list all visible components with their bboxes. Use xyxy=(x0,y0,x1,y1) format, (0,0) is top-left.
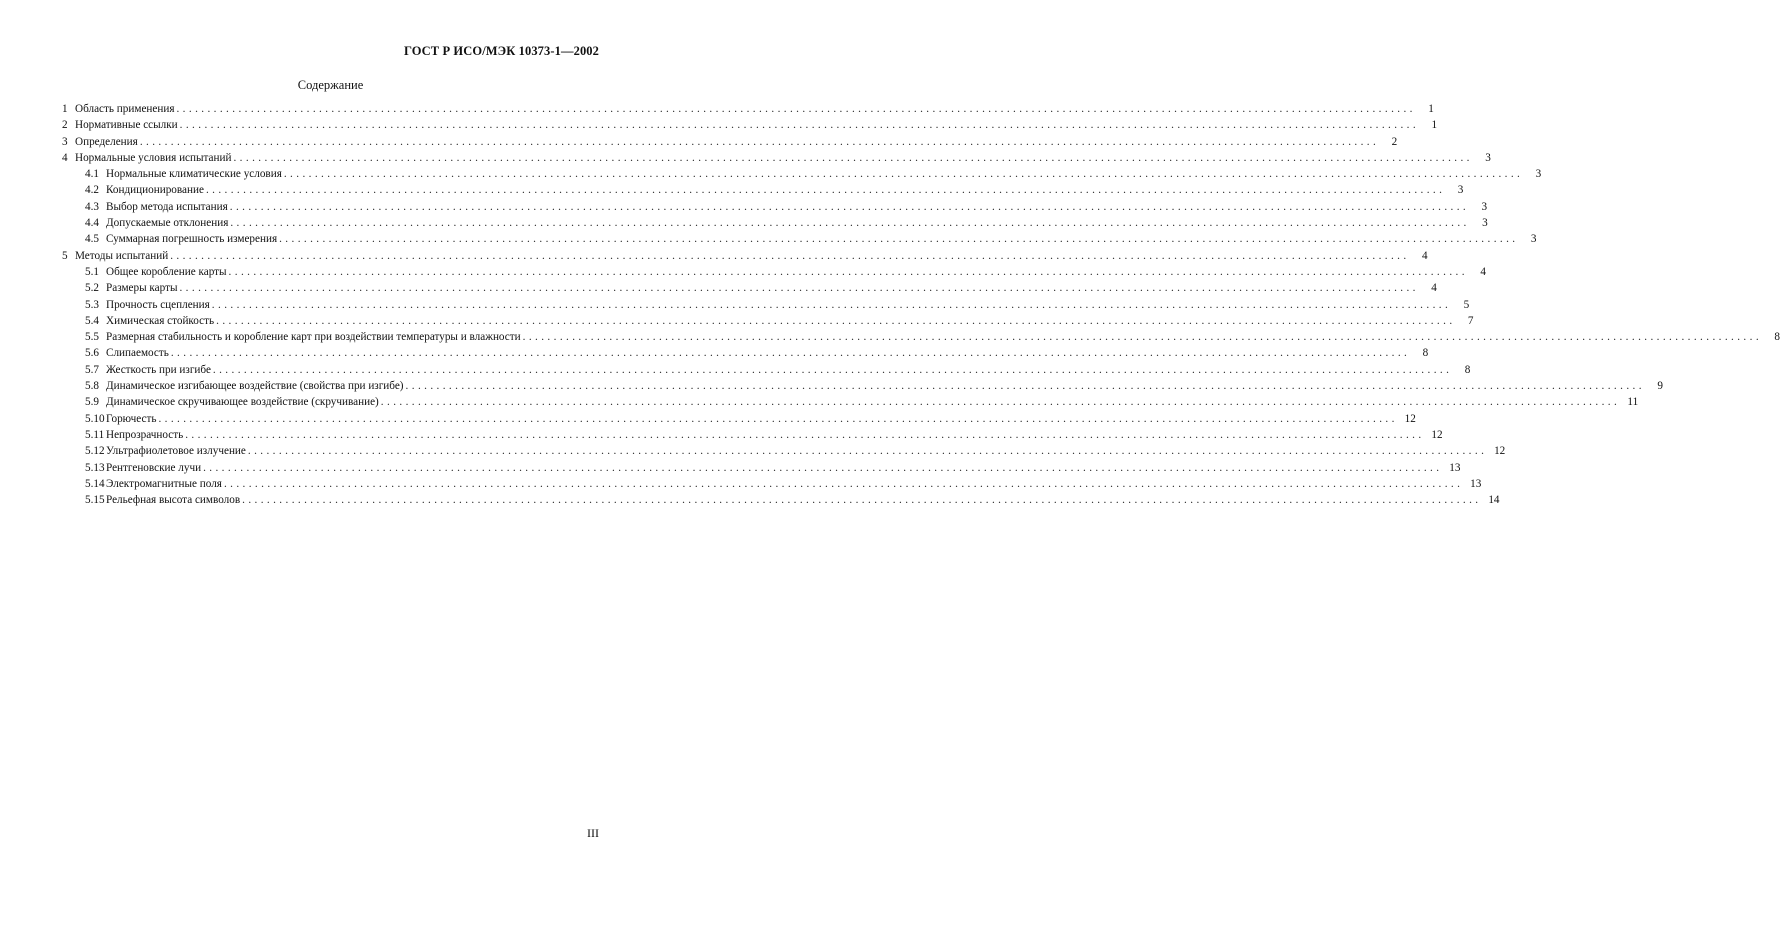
toc-entry-page: 1 xyxy=(1431,119,1438,132)
toc-entry-number: 4.3 xyxy=(85,200,99,213)
toc-entry-page: 4 xyxy=(1421,249,1428,262)
toc-entry-number: 4.4 xyxy=(85,217,99,230)
toc-entry-label: Нормальные климатические условия xyxy=(106,168,282,181)
toc-entry-number: 5.7 xyxy=(85,363,99,376)
toc-entry-page: 9 xyxy=(1657,380,1663,393)
toc-entry-page: 8 xyxy=(1774,331,1780,344)
page-number: III xyxy=(587,826,599,840)
toc-entry-number: 5.3 xyxy=(85,298,99,311)
toc-entry-number: 5.4 xyxy=(85,314,99,327)
toc-entry-page: 3 xyxy=(1481,200,1488,213)
toc-entry-label: Жесткость при изгибе xyxy=(106,363,211,376)
toc-entry-page: 1 xyxy=(1428,103,1434,115)
toc-entry-label: Горючесть xyxy=(106,412,157,425)
toc-entry-page: 3 xyxy=(1482,217,1488,230)
toc-entry-label: Слипаемость xyxy=(106,347,169,360)
toc-dot-leader: ........................................................................................................................................................................................................ xyxy=(212,363,1453,376)
toc-entry-label: Методы испытаний xyxy=(75,249,169,262)
toc-entry-label: Общее коробление карты xyxy=(106,265,227,278)
toc-entry[interactable] xyxy=(62,166,1542,182)
toc-dot-leader: ........................................................................................................................................................................................................ xyxy=(228,265,1468,278)
toc-entry[interactable] xyxy=(62,378,1663,394)
toc-dot-leader: ........................................................................................................................................................................................................ xyxy=(380,396,1621,409)
toc-entry[interactable] xyxy=(62,492,1500,508)
toc-entry-label: Размеры карты xyxy=(106,282,178,295)
toc-entry-label: Рельефная высота символов xyxy=(106,494,241,507)
toc-entry-label: Определения xyxy=(75,135,138,148)
toc-entry-number: 3 xyxy=(62,135,68,148)
toc-dot-leader: ........................................................................................................................................................................................................ xyxy=(233,151,1473,164)
toc-entry-number: 5.1 xyxy=(85,265,99,278)
toc-entry-label: Прочность сцепления xyxy=(106,298,210,311)
toc-entry-label: Суммарная погрешность измерения xyxy=(106,233,278,246)
toc-dot-leader: ........................................................................................................................................................................................................ xyxy=(158,412,1398,425)
toc-entry-page: 12 xyxy=(1404,412,1416,425)
toc-entry-number: 5.5 xyxy=(85,331,99,344)
toc-entry-page: 11 xyxy=(1627,396,1639,409)
toc-entry[interactable] xyxy=(62,231,1537,247)
toc-entry-page: 8 xyxy=(1464,363,1471,376)
toc-entry-number: 5.15 xyxy=(85,494,105,507)
toc-entry-number: 4.1 xyxy=(85,168,99,181)
toc-dot-leader: ........................................................................................................................................................................................................ xyxy=(176,103,1416,115)
toc-entry-number: 4.5 xyxy=(85,233,99,246)
toc-dot-leader: ........................................................................................................................................................................................................ xyxy=(223,477,1464,490)
toc-entry[interactable] xyxy=(62,313,1474,329)
toc-dot-leader: ........................................................................................................................................................................................................ xyxy=(139,135,1380,148)
toc-dot-leader: ........................................................................................................................................................................................................ xyxy=(247,445,1488,458)
toc-dot-leader: ........................................................................................................................................................................................................ xyxy=(179,119,1420,132)
toc-dot-leader: ........................................................................................................................................................................................................ xyxy=(229,200,1470,213)
toc-entry-page: 4 xyxy=(1480,265,1486,278)
toc-entry-page: 5 xyxy=(1463,298,1470,311)
toc-entry[interactable] xyxy=(62,199,1488,215)
toc-entry[interactable] xyxy=(62,215,1488,231)
toc-entry-number: 4.2 xyxy=(85,184,99,197)
toc-entry[interactable] xyxy=(62,394,1639,410)
toc-entry-page: 2 xyxy=(1391,135,1398,148)
toc-entry[interactable] xyxy=(62,248,1428,264)
toc-dot-leader: ........................................................................................................................................................................................................ xyxy=(205,184,1446,197)
toc-entry-page: 12 xyxy=(1494,445,1506,458)
toc-entry-number: 5.13 xyxy=(85,461,105,474)
toc-entry-page: 7 xyxy=(1467,314,1474,327)
toc-dot-leader: ........................................................................................................................................................................................................ xyxy=(211,298,1452,311)
toc-entry-label: Динамическое изгибающее воздействие (свойства при изгибе) xyxy=(106,380,404,393)
toc-dot-leader: ........................................................................................................................................................................................................ xyxy=(405,380,1645,393)
toc-dot-leader: ........................................................................................................................................................................................................ xyxy=(185,428,1425,441)
toc-entry[interactable] xyxy=(62,345,1429,361)
toc-dot-leader: ........................................................................................................................................................................................................ xyxy=(242,494,1482,507)
toc-entry-label: Нормальные условия испытаний xyxy=(75,151,232,164)
toc-entry-label: Кондиционирование xyxy=(106,184,204,197)
toc-entry-label: Размерная стабильность и коробление карт при воздействии температуры и влажности xyxy=(106,331,521,344)
toc-entry-label: Электромагнитные поля xyxy=(106,477,222,490)
toc-entry-label: Непрозрачность xyxy=(106,428,184,441)
toc-entry[interactable] xyxy=(62,150,1491,166)
toc-entry[interactable] xyxy=(62,101,1434,117)
toc-entry-page: 13 xyxy=(1449,461,1461,474)
toc-dot-leader: ........................................................................................................................................................................................................ xyxy=(170,249,1410,262)
toc-entry-label: Выбор метода испытания xyxy=(106,200,228,213)
toc-entry[interactable] xyxy=(62,427,1443,443)
toc-entry-page: 3 xyxy=(1530,233,1537,246)
toc-dot-leader: ........................................................................................................................................................................................................ xyxy=(279,233,1519,246)
toc-entry-number: 1 xyxy=(62,103,68,115)
toc-entry[interactable] xyxy=(62,443,1506,459)
toc-entry[interactable] xyxy=(62,182,1464,198)
toc-entry-label: Нормативные ссылки xyxy=(75,119,178,132)
toc-entry-number: 2 xyxy=(62,119,68,132)
toc-entry-label: Химическая стойкость xyxy=(106,314,215,327)
toc-entry-number: 5.14 xyxy=(85,477,105,490)
toc-dot-leader: ........................................................................................................................................................................................................ xyxy=(203,461,1443,474)
toc-entry-label: Ультрафиолетовое излучение xyxy=(106,445,246,458)
toc-entry[interactable] xyxy=(62,411,1416,427)
toc-entry-label: Динамическое скручивающее воздействие (скручивание) xyxy=(106,396,379,409)
document-header-standard: ГОСТ Р ИСО/МЭК 10373-1—2002 xyxy=(403,44,599,58)
toc-entry-label: Область применения xyxy=(75,103,175,115)
toc-entry[interactable] xyxy=(62,280,1437,296)
toc-entry-number: 5.11 xyxy=(85,428,105,441)
toc-entry[interactable] xyxy=(62,362,1471,378)
toc-entry-page: 3 xyxy=(1457,184,1464,197)
toc-entry[interactable] xyxy=(62,134,1398,150)
toc-entry-page: 3 xyxy=(1485,151,1491,164)
toc-entry-number: 5.9 xyxy=(85,396,99,409)
toc-entry-number: 5 xyxy=(62,249,68,262)
toc-dot-leader: ........................................................................................................................................................................................................ xyxy=(170,347,1411,360)
toc-dot-leader: ........................................................................................................................................................................................................ xyxy=(179,282,1419,295)
toc-dot-leader: ........................................................................................................................................................................................................ xyxy=(230,217,1470,230)
toc-entry[interactable] xyxy=(62,297,1470,313)
toc-entry[interactable] xyxy=(62,117,1438,133)
toc-entry-number: 5.6 xyxy=(85,347,99,360)
toc-entry-page: 3 xyxy=(1535,168,1542,181)
toc-entry[interactable] xyxy=(62,460,1461,476)
toc-dot-leader: ........................................................................................................................................................................................................ xyxy=(522,331,1763,344)
toc-entry-number: 5.2 xyxy=(85,282,99,295)
toc-entry-page: 13 xyxy=(1470,477,1482,490)
toc-title: Содержание xyxy=(297,78,364,92)
toc-entry-number: 4 xyxy=(62,151,68,164)
toc-entry-number: 5.12 xyxy=(85,445,105,458)
toc-entry[interactable] xyxy=(62,329,1780,345)
toc-entry-page: 12 xyxy=(1431,428,1443,441)
toc-entry-page: 14 xyxy=(1488,494,1500,507)
toc-dot-leader: ........................................................................................................................................................................................................ xyxy=(283,168,1524,181)
toc-entry-number: 5.10 xyxy=(85,412,105,425)
toc-entry-page: 4 xyxy=(1431,282,1437,295)
toc-entry-number: 5.8 xyxy=(85,380,99,393)
toc-entry-page: 8 xyxy=(1422,347,1429,360)
table-of-contents xyxy=(62,101,1780,508)
toc-entry-label: Допускаемые отклонения xyxy=(106,217,229,230)
toc-dot-leader: ........................................................................................................................................................................................................ xyxy=(216,314,1456,327)
toc-entry[interactable] xyxy=(62,476,1482,492)
toc-entry-label: Рентгеновские лучи xyxy=(106,461,202,474)
toc-entry[interactable] xyxy=(62,264,1486,280)
